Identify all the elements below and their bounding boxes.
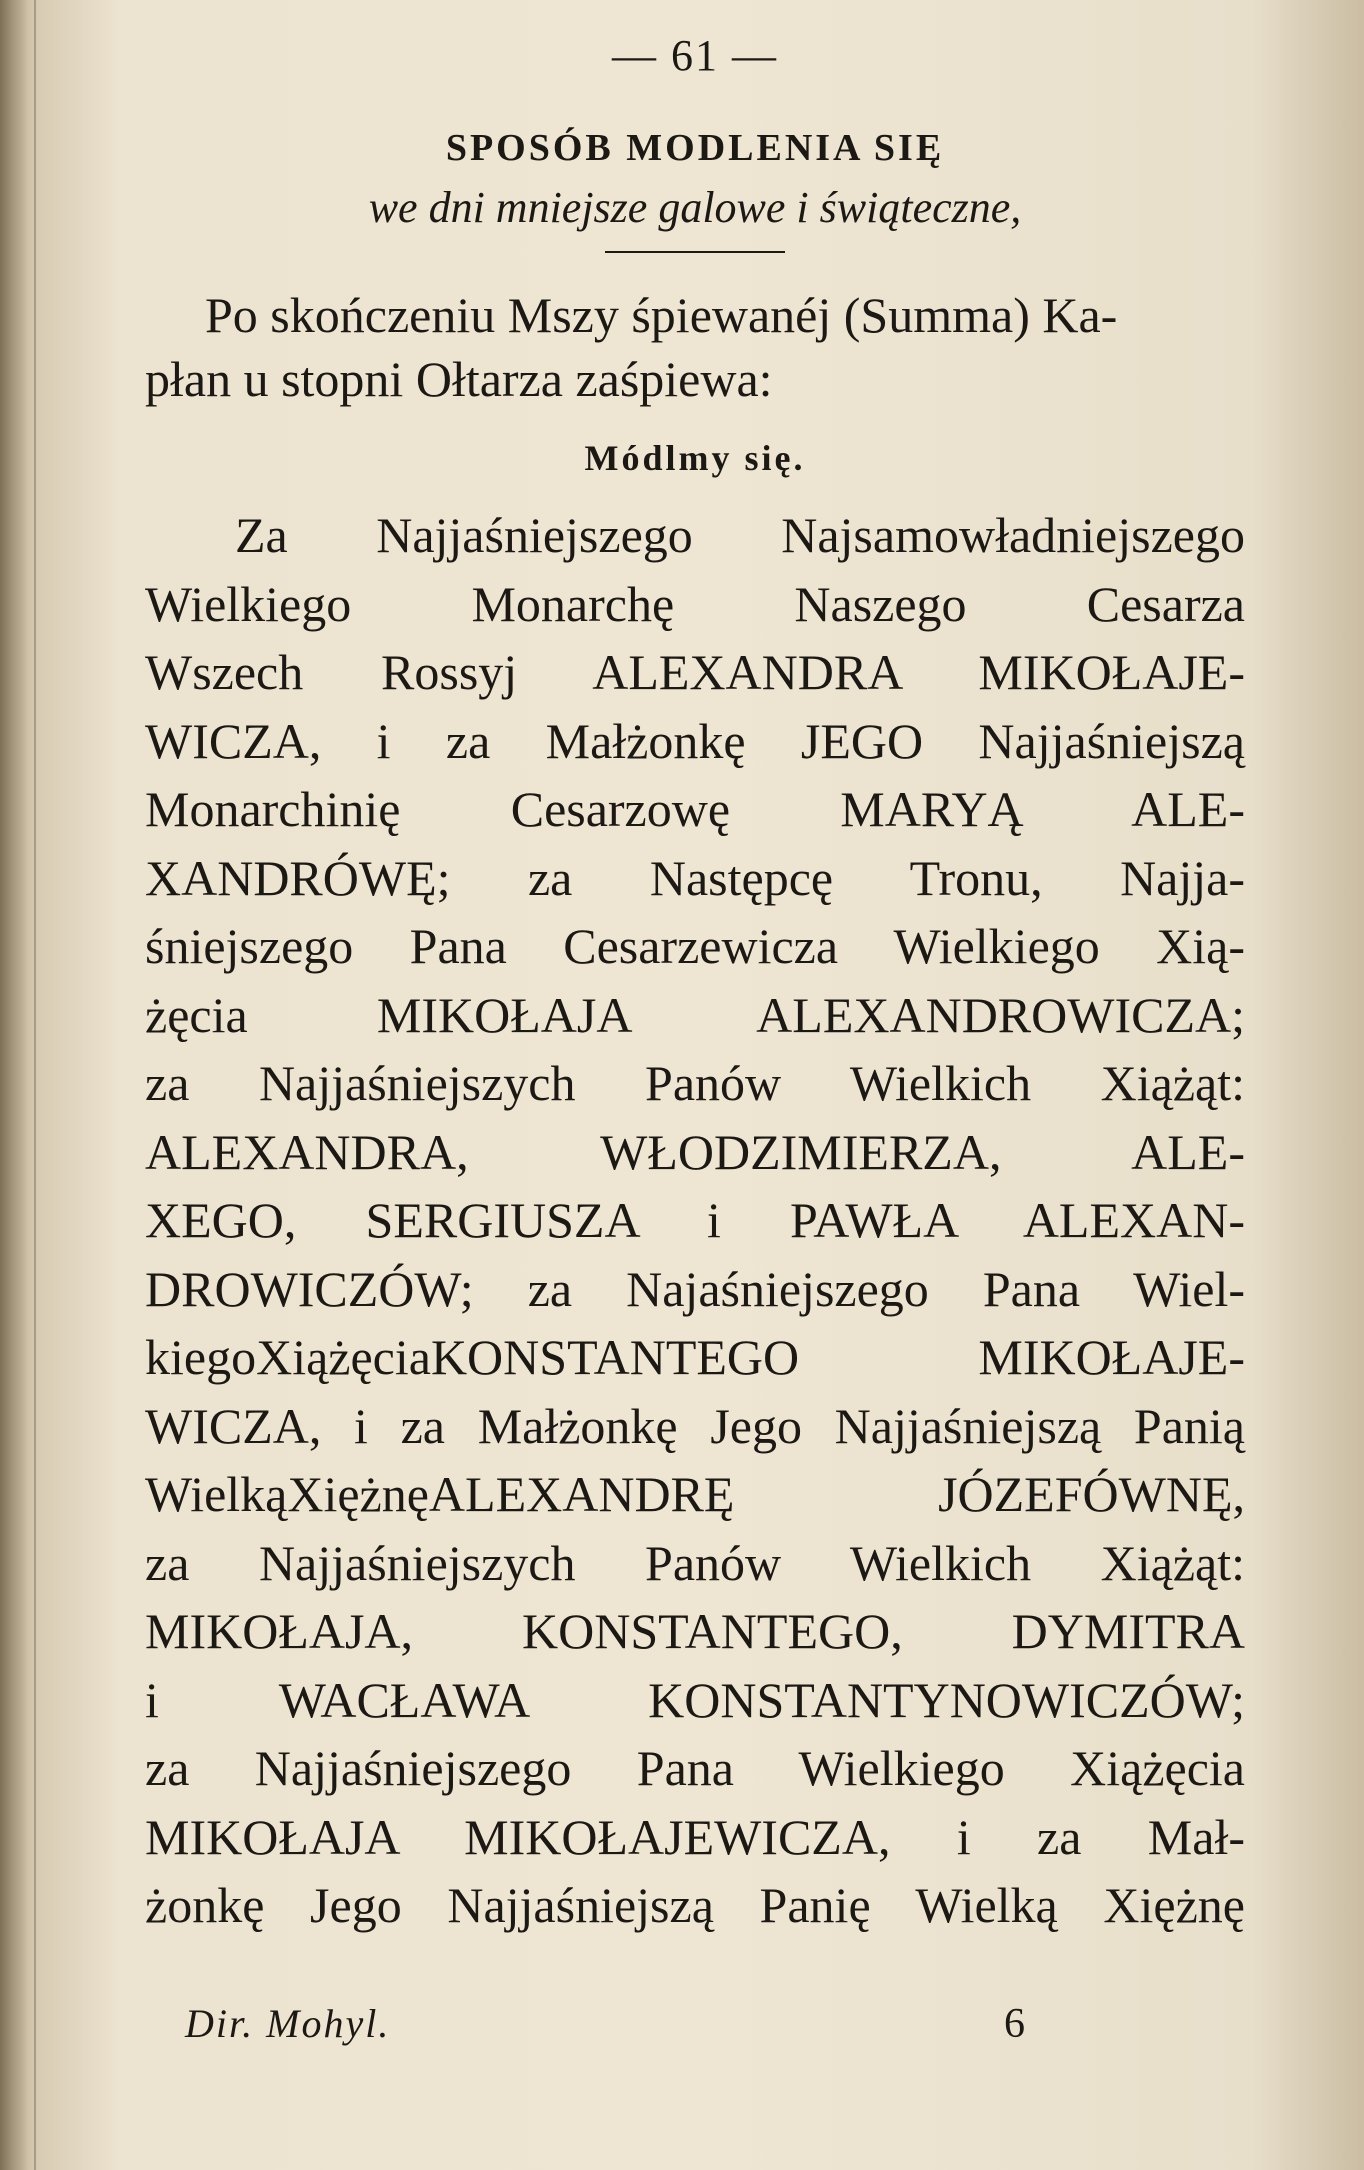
prayer-line: za Najjaśniejszych Panów Wielkich Xiążąt:: [145, 1055, 1245, 1111]
page-heading: SPOSÓB MODLENIA SIĘ: [445, 127, 945, 169]
intro-paragraph: [145, 283, 1245, 411]
prayer-line: za Najjaśniejszych Panów Wielkich Xiążąt:: [145, 1534, 1245, 1591]
section-label: Módlmy się.: [584, 438, 806, 478]
signature-mark: Dir. Mohyl.: [185, 2001, 391, 2046]
prayer-line: Wielkiego Monarchę Naszego Cesarza: [145, 575, 1245, 632]
prayer-line: DROWICZÓW; za Najaśniejszego Pana Wiel-: [145, 1260, 1245, 1317]
prayer-line: WICZA, i za Małżonkę Jego Najjaśniejszą Panią: [145, 1397, 1245, 1454]
prayer-line: WICZA, i za Małżonkę JEGO Najjaśniejszą: [145, 712, 1245, 769]
signature-number: 6: [1004, 2001, 1025, 2047]
page-gutter: [34, 0, 36, 2170]
intro-line: płan u stopni Ołtarza zaśpiewa:: [145, 351, 773, 407]
prayer-line: MIKOŁAJA MIKOŁAJEWICZA, i za Mał-: [145, 1808, 1245, 1865]
heading-divider: [605, 251, 785, 253]
prayer-line: żonkę Jego Najjaśniejszą Panię Wielką Xiężnę: [145, 1877, 1245, 1933]
prayer-line: XEGO, SERGIUSZA i PAWŁA ALEXAN-: [145, 1192, 1245, 1248]
page-content: [145, 30, 1245, 1940]
prayer-line: Monarchinię Cesarzowę MARYĄ ALE-: [145, 781, 1245, 837]
prayer-line: MIKOŁAJA, KONSTANTEGO, DYMITRA: [145, 1603, 1245, 1659]
prayer-line: Wszech Rossyj ALEXANDRA MIKOŁAJE-: [145, 644, 1245, 700]
intro-line: Po skończeniu Mszy śpiewanéj (Summa) Ka-: [205, 287, 1118, 343]
prayer-line: ALEXANDRA, WŁODZIMIERZA, ALE-: [145, 1123, 1245, 1180]
prayer-line: i WACŁAWA KONSTANTYNOWICZÓW;: [145, 1671, 1245, 1728]
prayer-line: śniejszego Pana Cesarzewicza Wielkiego Xią-: [145, 918, 1245, 974]
prayer-line: za Najjaśniejszego Pana Wielkiego Xiążęcia: [145, 1740, 1245, 1796]
page-footer: [185, 2000, 1025, 2047]
page-number: — 61 —: [612, 31, 778, 80]
prayer-line: XANDRÓWĘ; za Następcę Tronu, Najja-: [145, 849, 1245, 906]
prayer-line: kiegoXiążęciaKONSTANTEGO MIKOŁAJE-: [145, 1329, 1245, 1385]
prayer-line: żęcia MIKOŁAJA ALEXANDROWICZA;: [145, 986, 1245, 1043]
prayer-text: [145, 501, 1245, 1940]
prayer-line: WielkąXiężnęALEXANDRĘ JÓZEFÓWNĘ,: [145, 1466, 1245, 1522]
page-subheading: we dni mniejsze galowe i świąteczne,: [368, 183, 1022, 232]
prayer-line: Za Najjaśniejszego Najsamowładniejszego: [235, 507, 1245, 563]
